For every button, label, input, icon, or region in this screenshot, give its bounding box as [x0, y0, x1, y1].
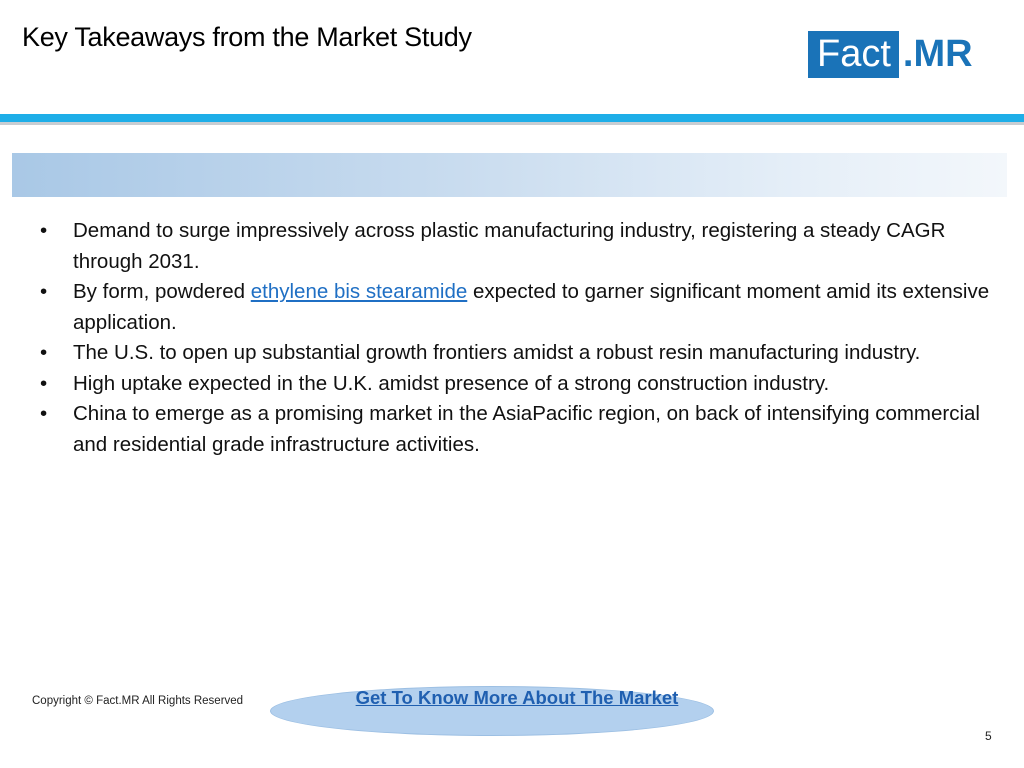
bullet-dot: •	[40, 341, 48, 364]
bullet-dot: •	[40, 402, 48, 425]
bullet-dot: •	[40, 371, 48, 395]
list-item	[40, 369, 1000, 400]
header-rule-grey	[0, 122, 1024, 125]
header-rule-blue	[0, 114, 1024, 122]
ethylene-bis-stearamide-link[interactable]: ethylene bis stearamide	[250, 280, 468, 303]
bullet-text: Demand to surge impressively across plastic manufacturing industry, registering a steady CAGR through 2031.	[73, 219, 946, 273]
page-number: 5	[985, 729, 992, 743]
copyright-notice: Copyright © Fact.MR All Rights Reserved	[32, 695, 244, 707]
list-item	[40, 338, 1000, 369]
factmr-logo	[808, 31, 973, 78]
logo-fact-box: Fact	[808, 31, 899, 78]
list-item	[40, 399, 1000, 460]
takeaways-list	[40, 216, 1000, 460]
bullet-text: High uptake expected in the U.K. amidst presence of a strong construction industry.	[73, 371, 830, 395]
bullet-text: By form, powdered	[73, 280, 251, 303]
bullet-text: China to emerge as a promising market in the AsiaPacific region, on back of intensifying commercial and residential grade infrastructure activities.	[73, 402, 980, 456]
bullet-text: The U.S. to open up substantial growth frontiers amidst a robust resin manufacturing industry.	[73, 341, 921, 364]
get-to-know-more-link[interactable]: Get To Know More About The Market	[355, 687, 679, 708]
slide-title: Key Takeaways from the Market Study	[22, 22, 472, 52]
list-item	[40, 216, 1000, 277]
list-item	[40, 277, 1000, 338]
bullet-dot: •	[40, 219, 48, 242]
bullet-dot: •	[40, 280, 48, 303]
logo-mr-text: .MR	[902, 33, 973, 75]
bullet-text-after: expected to garner significant moment amid its extensive application.	[73, 280, 990, 334]
gradient-band	[12, 153, 1007, 197]
